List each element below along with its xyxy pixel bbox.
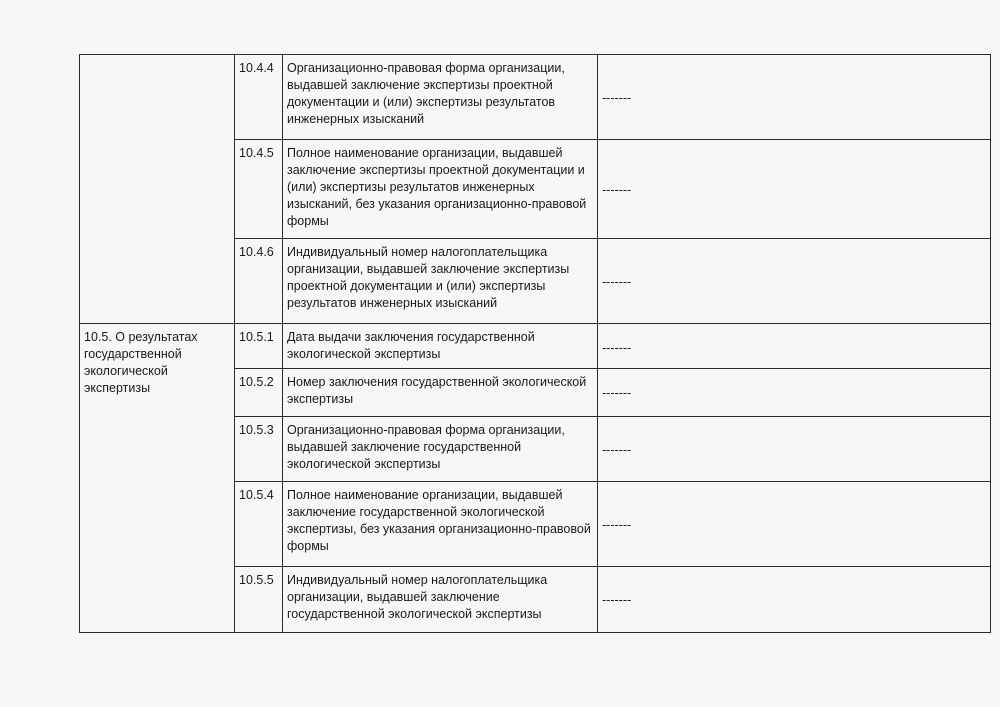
section-title: 10.5. О результатах государственной экологической экспертизы bbox=[80, 324, 235, 633]
row-description: Номер заключения государственной экологической экспертизы bbox=[283, 369, 598, 417]
row-value: ------- bbox=[598, 140, 991, 239]
row-code: 10.4.4 bbox=[235, 55, 283, 140]
row-value: ------- bbox=[598, 417, 991, 482]
row-description: Организационно-правовая форма организации, выдавшей заключение экспертизы проектной документации и (или) экспертизы результатов инженерных изысканий bbox=[283, 55, 598, 140]
table-row bbox=[80, 55, 991, 140]
row-value: ------- bbox=[598, 369, 991, 417]
row-description: Индивидуальный номер налогоплательщика организации, выдавшей заключение экспертизы проектной документации и (или) экспертизы результатов инженерных изысканий bbox=[283, 239, 598, 324]
row-description: Организационно-правовая форма организации, выдавшей заключение государственной экологической экспертизы bbox=[283, 417, 598, 482]
row-code: 10.4.6 bbox=[235, 239, 283, 324]
row-value: ------- bbox=[598, 55, 991, 140]
row-value: ------- bbox=[598, 239, 991, 324]
row-code: 10.5.1 bbox=[235, 324, 283, 369]
row-description: Дата выдачи заключения государственной экологической экспертизы bbox=[283, 324, 598, 369]
row-code: 10.4.5 bbox=[235, 140, 283, 239]
row-code: 10.5.4 bbox=[235, 482, 283, 567]
row-value: ------- bbox=[598, 324, 991, 369]
row-code: 10.5.2 bbox=[235, 369, 283, 417]
row-code: 10.5.5 bbox=[235, 567, 283, 633]
table-row bbox=[80, 324, 991, 369]
row-code: 10.5.3 bbox=[235, 417, 283, 482]
section-cell-empty bbox=[80, 55, 235, 324]
row-value: ------- bbox=[598, 482, 991, 567]
row-value: ------- bbox=[598, 567, 991, 633]
row-description: Полное наименование организации, выдавшей заключение государственной экологической экспертизы, без указания организационно-правовой формы bbox=[283, 482, 598, 567]
row-description: Индивидуальный номер налогоплательщика организации, выдавшей заключение государственной экологической экспертизы bbox=[283, 567, 598, 633]
data-table bbox=[79, 54, 991, 633]
row-description: Полное наименование организации, выдавшей заключение экспертизы проектной документации и (или) экспертизы результатов инженерных изысканий, без указания организационно-правовой формы bbox=[283, 140, 598, 239]
